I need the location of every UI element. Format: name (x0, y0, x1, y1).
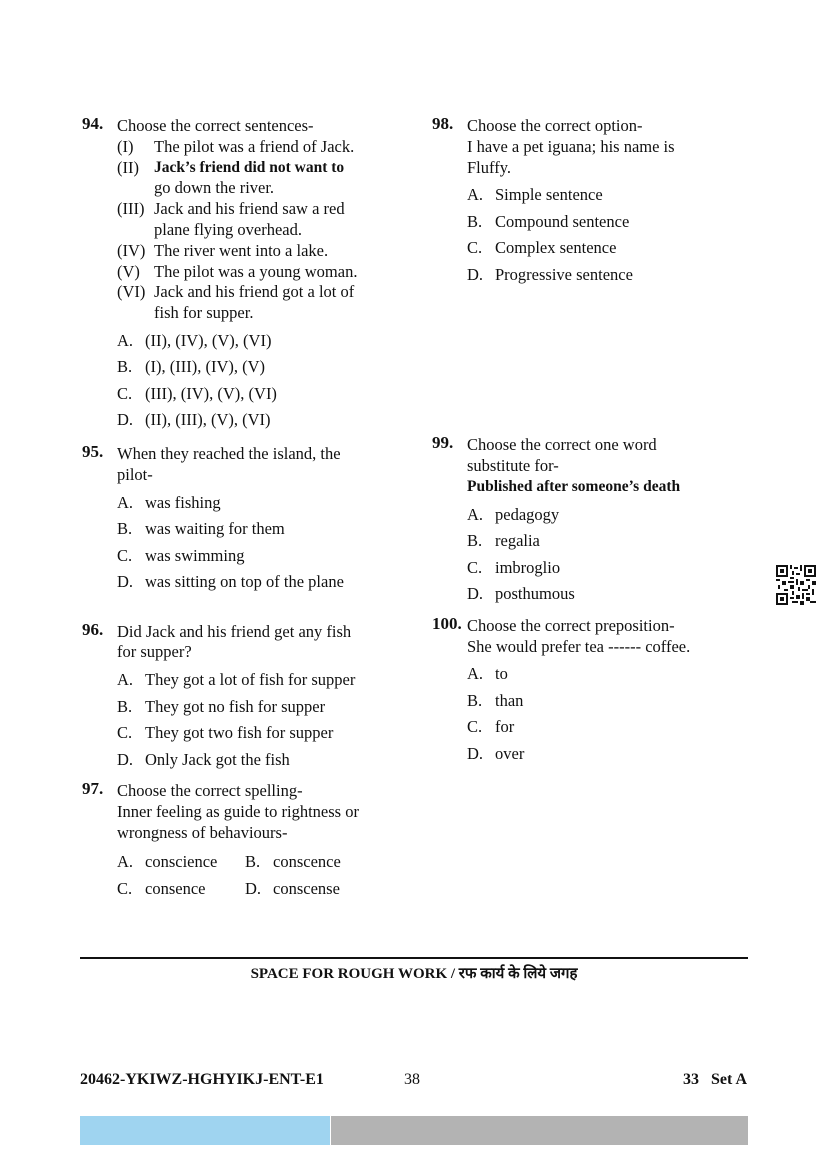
rough-work-label: SPACE FOR ROUGH WORK / रफ कार्य के लिये जगह (250, 966, 578, 982)
option-a: A. was fishing (117, 492, 221, 512)
right-column (432, 116, 732, 767)
option-a: A. pedagogy (467, 504, 560, 524)
statement (117, 158, 402, 200)
question-stem: I have a pet iguana; his name is (467, 136, 675, 156)
question-stem: wrongness of behaviours- (117, 822, 288, 842)
option-b: B. Compound sentence (467, 211, 630, 231)
option-row (117, 848, 402, 875)
page-number: 38 (404, 1071, 420, 1088)
question-number: 94. (82, 114, 104, 133)
statement-text: The river went into a lake. (154, 240, 329, 260)
question-99 (432, 435, 732, 607)
statement (117, 199, 402, 241)
question-100 (432, 613, 732, 768)
options (117, 490, 402, 596)
question-stem: Fluffy. (467, 157, 512, 177)
option-b: B. They got no fish for supper (117, 696, 326, 716)
question-stem: Inner feeling as guide to rightness or (117, 801, 359, 821)
statement-text: plane flying overhead. (154, 219, 302, 239)
question-stem: Choose the correct spelling- (117, 781, 303, 801)
statement (117, 282, 402, 324)
question-97 (82, 781, 402, 901)
option-c: C. consence (117, 878, 206, 898)
option-a: A. They got a lot of fish for supper (117, 670, 356, 690)
statement (117, 137, 402, 158)
statement-text: The pilot was a young woman. (154, 261, 358, 281)
option-c: C. They got two fish for supper (117, 723, 334, 743)
statement-text: Jack’s friend did not want to (154, 158, 345, 176)
option-c: C. imbroglio (467, 557, 561, 577)
option-a: A. to (467, 664, 508, 684)
option-d: D. over (467, 743, 525, 763)
statement-number: (II) (117, 157, 139, 177)
question-stem: pilot- (117, 464, 153, 484)
question-stem: for supper? (117, 642, 192, 662)
option-b: B. than (467, 690, 524, 710)
question-number: 100. (432, 613, 462, 633)
statement-text: go down the river. (154, 178, 275, 198)
option-d: D. (II), (III), (V), (VI) (117, 410, 271, 430)
options (117, 328, 402, 434)
statement-number: (VI) (117, 282, 146, 302)
option-c: C. for (467, 717, 515, 737)
question-94 (82, 116, 402, 434)
option-b: B. conscence (245, 851, 341, 871)
qr-code-icon (776, 565, 816, 605)
statement-number: (V) (117, 261, 140, 281)
left-column (82, 116, 402, 902)
question-stem: Choose the correct option- (467, 116, 643, 135)
option-c: C. (III), (IV), (V), (VI) (117, 383, 277, 403)
option-c: C. was swimming (117, 545, 245, 565)
option-a: A. Simple sentence (467, 185, 603, 205)
question-stem: She would prefer tea ------ coffee. (467, 636, 691, 656)
options (467, 182, 732, 288)
options (467, 502, 732, 608)
question-stem: Choose the correct preposition- (467, 615, 675, 635)
question-stem-bold: Published after someone’s death (467, 477, 681, 495)
statement (117, 262, 402, 283)
statement-text: Jack and his friend got a lot of (154, 282, 355, 302)
question-stem: Choose the correct one word (467, 435, 657, 455)
question-stem: substitute for- (467, 456, 559, 476)
options (117, 667, 402, 773)
option-row (117, 875, 402, 902)
option-b: B. (I), (III), (IV), (V) (117, 357, 266, 377)
options (467, 661, 732, 767)
question-stem: Did Jack and his friend get any fish (117, 621, 352, 641)
statement-text: Jack and his friend saw a red (154, 199, 345, 219)
option-a: A. (II), (IV), (V), (VI) (117, 330, 272, 350)
option-b: B. was waiting for them (117, 519, 285, 539)
question-number: 96. (82, 619, 104, 639)
question-98 (432, 116, 732, 288)
question-95 (82, 441, 402, 596)
question-number: 97. (82, 779, 104, 799)
statement-number: (III) (117, 199, 145, 219)
footer-bar-gray (331, 1116, 748, 1145)
question-number: 99. (432, 433, 454, 453)
question-stem: Choose the correct sentences- (117, 116, 314, 135)
option-d: D. Only Jack got the fish (117, 749, 290, 769)
option-a: A. conscience (117, 851, 218, 871)
divider (80, 957, 748, 959)
option-d: D. was sitting on top of the plane (117, 572, 344, 592)
set-label: 33 Set A (683, 1071, 747, 1088)
question-number: 95. (82, 441, 104, 461)
booklet-code: 20462-YKIWZ-HGHYIKJ-ENT-E1 (80, 1071, 324, 1088)
options (117, 848, 402, 902)
statement-number: (IV) (117, 240, 146, 260)
statement (117, 241, 402, 262)
option-d: D. conscense (245, 878, 340, 898)
question-96 (82, 619, 402, 774)
statement-text: The pilot was a friend of Jack. (154, 136, 355, 156)
question-number: 98. (432, 114, 454, 133)
option-b: B. regalia (467, 531, 540, 551)
statement-number: (I) (117, 136, 134, 156)
footer-bar-blue (80, 1116, 330, 1145)
option-c: C. Complex sentence (467, 238, 617, 258)
option-d: D. Progressive sentence (467, 264, 633, 284)
option-d: D. posthumous (467, 584, 575, 604)
statement-text: fish for supper. (154, 303, 254, 323)
question-stem: When they reached the island, the (117, 443, 341, 463)
